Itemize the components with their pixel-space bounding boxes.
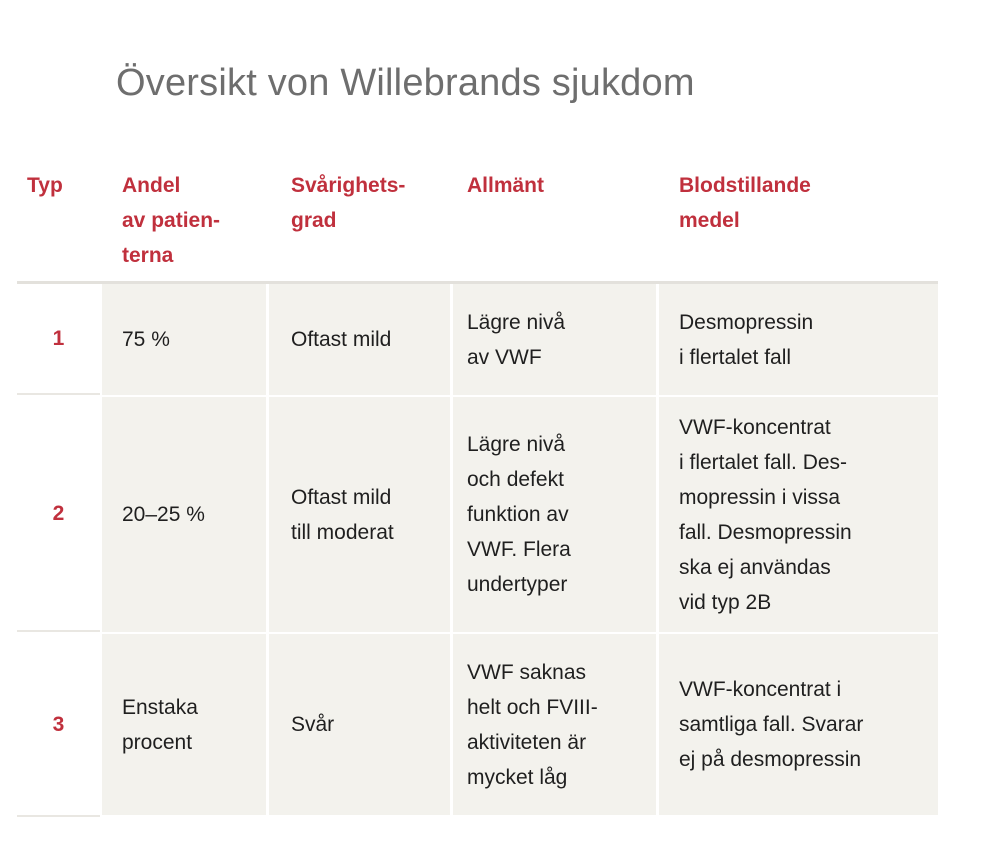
cell-svarighetsgrad: Oftast mild	[269, 284, 450, 395]
header-blodstillande: Blodstillande medel	[679, 174, 811, 232]
header-andel: Andel av patien- terna	[122, 174, 221, 267]
cell-allmant: Lägre nivå av VWF	[453, 284, 656, 395]
cell-typ: 1	[17, 284, 100, 395]
cell-blodstillande: VWF-koncentrat i flertalet fall. Des- mopressin i vissa fall. Desmopressin ska ej användas vid typ 2B	[659, 397, 938, 632]
table-bottom-divider	[17, 815, 100, 817]
cell-typ: 2	[17, 397, 100, 632]
header-svarighetsgrad: Svårighets- grad	[291, 174, 406, 232]
table-row	[17, 397, 938, 632]
table-row	[17, 634, 938, 815]
cell-svarighetsgrad: Oftast mild till moderat	[269, 397, 450, 632]
cell-andel: 75 %	[102, 284, 266, 395]
cell-blodstillande: Desmopressin i flertalet fall	[659, 284, 938, 395]
table-row	[17, 284, 938, 395]
cell-andel: Enstaka procent	[102, 634, 266, 815]
header-allmant: Allmänt	[467, 174, 545, 197]
page-title: Översikt von Willebrands sjukdom	[116, 62, 695, 104]
cell-allmant: VWF saknas helt och FVIII- aktiviteten är mycket låg	[453, 634, 656, 815]
cell-allmant: Lägre nivå och defekt funktion av VWF. Flera undertyper	[453, 397, 656, 632]
table-header-row	[17, 168, 938, 280]
cell-svarighetsgrad: Svår	[269, 634, 450, 815]
cell-blodstillande: VWF-koncentrat i samtliga fall. Svarar ej på desmopressin	[659, 634, 938, 815]
cell-typ: 3	[17, 634, 100, 815]
cell-andel: 20–25 %	[102, 397, 266, 632]
header-typ: Typ	[27, 174, 63, 197]
